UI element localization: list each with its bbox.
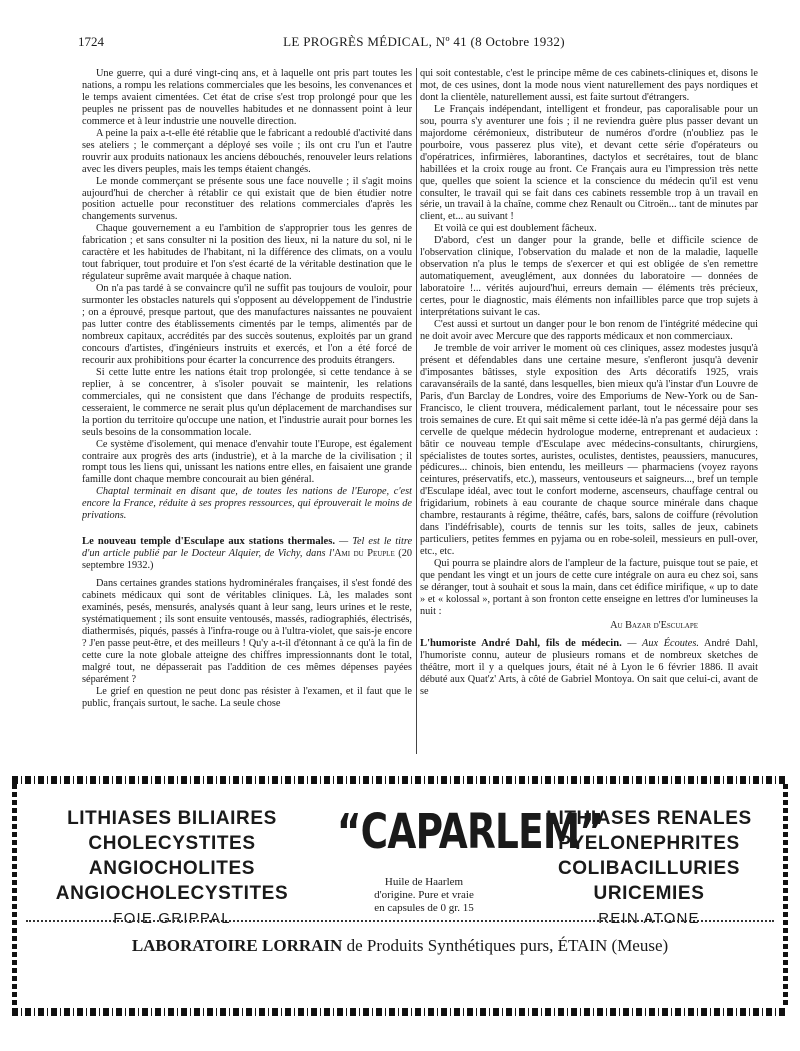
indication: URICEMIES (593, 883, 705, 904)
article-title: Le nouveau temple d'Esculape aux stations thermales. (82, 536, 336, 548)
ad-border-right (783, 784, 788, 1008)
lab-name: LABORATOIRE LORRAIN (131, 936, 343, 955)
paragraph: Le monde commerçant se présente sous une face nouvelle ; il s'agit moins aujourd'hui de chercher à rétablir ce qui existait que de bien étudier notre position actuelle pour reconstituer des relations commerciales d'après les changements survenus. (82, 175, 412, 223)
indication: PYELONEPHRITES (558, 833, 740, 854)
brand-line: en capsules de 0 gr. 15 (374, 902, 474, 914)
brand-line: Huile de Haarlem (384, 876, 464, 888)
paragraph: C'est aussi et surtout un danger pour le bon renom de l'intégrité médecine qui ne doit avoir avec Mercure que des rapports médicaux et non commerciaux. (420, 319, 758, 342)
paragraph: Chaque gouvernement a eu l'ambition de s'approprier tous les genres de fabrication ; et sans consulter ni la position des lieux, ni la nature du sol, ni le caractère et les habitudes de l'habitant, ni la différence des climats, on a voulu tout fabriquer, tout produire et l'on s'est écarté de la véritable destination que le régulateur suprême avait marquée à chaque nation. (82, 223, 412, 283)
brand-name: “CAPARLEM” (336, 804, 604, 860)
paragraph: Ce système d'isolement, qui menace d'envahir toute l'Europe, est également contraire aux progrès des arts (industrie), et à la marche de la civilisation ; il rompt tous les liens qui, unissant les nations entre elles, en faisaient une grande famille dont chaque membre concourait au bien général. (82, 438, 412, 486)
lab-city: ÉTAIN (Meuse) (557, 936, 669, 955)
indication: REIN ATONE (598, 910, 700, 927)
paragraph: D'abord, c'est un danger pour la grande, belle et difficile science de l'observation clinique, l'observation du malade et non de la maladie, laquelle observation n'a plus le temps de s'exercer et qui est obligée de s'en remettre automatiquement, aveuglément, aux données du laboratoire — données de laboratoire !... vérités aujourd'hui, erreurs demain — éléments très précieux, certes, pour le diagnostic, mais éléments non infaillibles parce que trop sujets à interprétations suivant le cas. (420, 235, 758, 319)
paragraph: Et voilà ce qui est doublement fâcheux. (434, 223, 597, 235)
paragraph: Une guerre, qui a duré vingt-cinq ans, et à laquelle ont pris part toutes les nations, a rompu les relations commerciales que les besoins, les convenances et le temps avaient cimentées. Cet état de crise s'est trop prolongé pour que les peuples ne prissent pas de nouvelles habitudes et ne donnassent point à leur commerce et à leur industrie une nouvelle direction. (82, 68, 412, 127)
page-number: 1724 (78, 34, 104, 49)
paragraph: qui soit contestable, c'est le principe même de ces cabinets-cliniques et, disons le mot, de ces usines, dont la mode nous vient naturellement des pays nordiques et dont la clientèle, naturellement aussi, est faite surtout d'étrangers. (420, 68, 758, 103)
ad-border-top (12, 776, 788, 784)
paragraph: A peine la paix a-t-elle été rétablie que le fabricant a redoublé d'activité dans ses ateliers ; le commerçant a déployé ses voile ; ils ont cru l'un et l'autre rouvrir aux produits nationaux les anciens débouchés, renouveler leurs relations avec les divers peuples, mais les temps étaient changés. (82, 127, 412, 175)
ad-left-indications (32, 806, 312, 931)
ad-dotted-rule (26, 920, 774, 922)
paragraph: Le grief en question ne peut donc pas résister à l'examen, et il faut que le public, français surtout, le sache. La seule chose (82, 685, 412, 709)
column-divider (416, 68, 417, 754)
paragraph: Dans certaines grandes stations hydrominérales françaises, il s'est fondé des cabinets médicaux qui sont de véritables cliniques. Là, les malades sont examinés, pesés, mensurés, analysés quant à leur sang, leurs urines et le reste, systématiquement ; ils sont ensuite ventousés, massés, radiographiés, électrisés, diathermisés, piqués, passés à l'infra-rouge ou à l'ultra-violet, que sais-je encore ? J'en passe peut-être, et des meilleurs ! Qu'y a-t-il d'étonnant à ce qu'à la fin de cette cure la note globale atteigne des chiffres impressionnants dont le total, malgré tout, ne dépasserait pas l'addition de ces mêmes dépenses payées séparément ? (82, 578, 412, 685)
sign-text: Au Bazar d'Esculape (610, 619, 698, 631)
paragraph: Je tremble de voir arriver le moment où ces cliniques, assez modestes jusqu'à présent et défendables dans une certaine mesure, s'enfleront jusqu'à devenir d'imposantes bâtisses, style exposition des Arts décoratifs 1925, vrais caravansérails de la santé, dans lesquelles, bien mieux qu'à l'instar d'un Louvre de Paris, d'un Barclay de Londres, voire des Emporiums de New-York ou de San-Francisco, le client trouvera, médicalement parlant, tout le nécessaire pour ses trois semaines de cure. Et qui sait même si cette idée-là n'a pas germé déjà dans la cervelle de quelque médecin hydrologue moderne, entreprenant et audacieux : bâtir ce nouveau temple d'Esculape avec médecins-consultants, chirurgiens, spécialistes de toutes sortes, auristes, oculistes, dentistes, peaussiers, manucures, pédicures... chinois, bien entendu, les meilleurs — pharmaciens (voyez rayons ceintures, préservatifs, etc.), masseurs, ventouseurs et saigneurs..., bref un temple d'Esculape idéal, avec tout le confort moderne, ascenseurs, chauffage central ou frigidarium, robinets à eau courante de chaque source minérale dans chaque chambre, restaurants à régime, théâtre, cafés, bars, salons de coiffure (révolution dans l'indéfrisable), courts de tennis sur les toits, salles de jeux, cabinets particuliers, petites femmes en pyjama ou en robe-soleil, messieurs en pull-over, etc., etc. (420, 342, 758, 558)
running-title: LE PROGRÈS MÉDICAL, Nº 41 (8 Octobre 1932) (283, 34, 565, 49)
ad-right-indications (524, 806, 774, 931)
article-source: Ami du Peuple (334, 548, 395, 560)
paragraph: On n'a pas tardé à se convaincre qu'il ne suffit pas toujours de vouloir, pour surmonter les obstacles naturels qui s'opposent au développement de l'industrie ; on a éprouvé, presque partout, que des manufactures naissantes ne pouvaient pas lutter contre des établissements cimentés par le temps, alimentés par de nombreux capitaux, accrédités par des succès soutenus, exploités par un grand concours d'artistes, d'ingénieurs instruits et exercés, et l'on a été forcé de recourir aux prohibitions pour écarter la concurrence des produits étrangers. (82, 283, 412, 366)
advertisement (12, 776, 788, 1016)
article-text: André Dahl, l'humoriste connu, auteur de plusieurs romans et de nombreux sketches de théâtre, mort il y a quelques jours, était né à Lyon le 6 février 1886. Il avait débuté aux Quat'z' Arts, à côté de Gabriel Montoya. On sait que celui-ci, avant de se (420, 637, 758, 697)
ad-border-bottom (12, 1008, 788, 1016)
indication: COLIBACILLURIES (557, 858, 741, 879)
page-header (78, 34, 770, 50)
indication: ANGIOCHOLITES (88, 858, 256, 879)
article-lead: — Tel est le titre d'un article publié par le Docteur Alquier, de Vichy, dans l' (82, 536, 412, 560)
indication: CHOLECYSTITES (88, 833, 256, 854)
lab-description: de Produits Synthétiques purs, (342, 936, 558, 955)
article-title: L'humoriste André Dahl, fils de médecin. (420, 637, 622, 649)
paragraph: Si cette lutte entre les nations était trop prolongée, si cette tendance à se replier, à se concentrer, à s'isoler pouvait se maintenir, les relations commerciales, qui ne consistent que dans l'échange de produits respectifs, cesseraient, le commerce ne serait plus qu'un déplacement de marchandises sur la portion du territoire qu'occupe une nation, et l'industrie aurait pour bornes les seuls besoins de la consommation locale. (82, 366, 412, 438)
paragraph: Qui pourra se plaindre alors de l'ampleur de la facture, puisque tout se paie, et que pendant les vingt et un jours de cette cure intégrale on aura eu chez soi, sans se déranger, tout à souhait et sous la main, dans cet édifice mirifique, « up to date » et « kolossal », portant à son fronton cette enseigne en lettres d'or lumineuses la nuit : (420, 558, 758, 617)
ad-border-left (12, 784, 17, 1008)
laboratory-line (12, 936, 788, 956)
italic-note: Chaptal terminait en disant que, de toutes les nations de l'Europe, c'est encore la France, réduite à ses propres ressources, qui éprouverait le moins de privations. (82, 486, 412, 522)
indication: FOIE GRIPPAL (113, 910, 231, 927)
left-column (82, 68, 412, 758)
right-column (420, 68, 758, 758)
indication: LITHIASES BILIAIRES (67, 808, 277, 829)
paragraph: Le Français indépendant, intelligent et frondeur, pas caporalisable pour un sou, pourra s'y aventurer une fois ; il ne reviendra guère plus passer devant un majordome cérémonieux, distributeur de numéros d'ordre (n'oubliez pas le pourboire, vous passerez plus vite), et devant cette série d'opérateurs ou d'opératrices, infirmières, laborantines, dactylos et secrétaires, tout de blanc habillées et la croix rouge au front. Ce Français aura eu l'impression très nette que, quelles que soient la science et la conscience du médecin qu'il est venu consulter, le travail qui se fait dans ces cabinets ressemble trop à un travail en série, un travail à la chaîne, comme chez Renault ou Citroën... tant de minutes par client, et... au suivant ! (420, 103, 758, 223)
article-date: (20 septembre 1932.) (82, 548, 412, 572)
brand-description (324, 876, 524, 915)
brand-line: d'origine. Pure et vraie (374, 889, 474, 901)
indication: LITHIASES RENALES (546, 808, 752, 829)
indication: ANGIOCHOLECYSTITES (55, 883, 289, 904)
article-lead: — Aux Écoutes. (621, 637, 699, 649)
